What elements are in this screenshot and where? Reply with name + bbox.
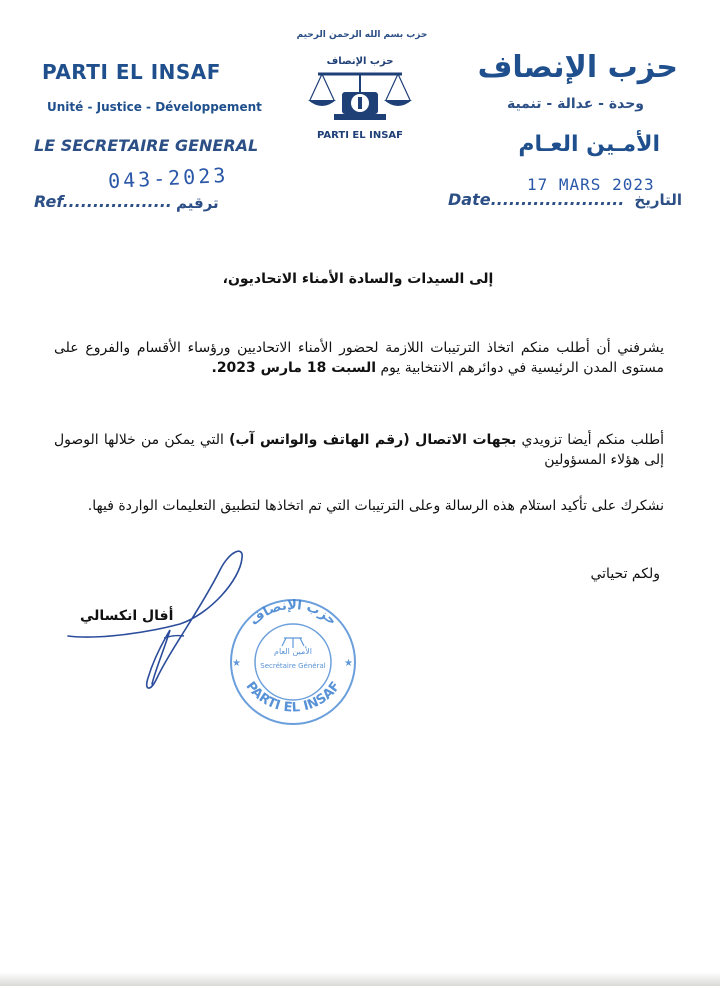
- signatory-name: أفال انكسالي: [80, 608, 174, 624]
- stamp-inner-french: Secrétaire Général: [260, 662, 326, 670]
- page-bottom-edge: [0, 972, 720, 986]
- official-stamp: [218, 596, 368, 726]
- svg-text:PARTI EL INSAF: [243, 679, 344, 715]
- paragraph-2: [54, 430, 664, 470]
- date-value: 17 MARS 2023: [527, 175, 655, 194]
- secretary-title-fr: LE SECRETAIRE GENERAL: [34, 136, 259, 155]
- reference-label-ar: ترقيم: [176, 194, 219, 212]
- paragraph-1-date: السبت 18 مارس 2023.: [211, 360, 377, 376]
- reference-number: 043-2023: [107, 162, 229, 194]
- logo-arabic-text: حزب الإنصاف: [326, 56, 394, 67]
- svg-text:★: ★: [232, 658, 241, 669]
- paragraph-2-text-a: أطلب منكم أيضا تزويدي: [516, 432, 665, 448]
- paragraph-1: [54, 338, 664, 378]
- closing-line: ولكم تحياتي: [590, 566, 660, 582]
- reference-label: Ref..................: [34, 192, 172, 211]
- svg-text:★: ★: [344, 658, 353, 669]
- paragraph-2-contacts: بجهات الاتصال (رقم الهاتف والواتس آب): [229, 432, 517, 448]
- stamp-outer-arabic: حزب الإنصاف: [246, 597, 340, 629]
- party-motto-ar: وحدة - عدالة - تنمية: [506, 96, 644, 112]
- paragraph-3: نشكرك على تأكيد استلام هذه الرسالة وعلى الترتيبات التي تم اتخاذها لتطبيق التعليمات الواردة فيها.: [87, 498, 664, 514]
- party-name-fr: PARTI EL INSAF: [42, 60, 221, 84]
- paragraph-1-text: يشرفني أن أطلب منكم اتخاذ الترتيبات اللازمة لحضور الأمناء الاتحاديين ورؤساء الأقسام والفروع على مستوى المدن الرئيسية في دوائرهم الانتخابية يوم: [54, 340, 664, 376]
- basmala-header: حزب بسم الله الرحمن الرحيم: [296, 30, 428, 40]
- stamp-outer-french: PARTI EL INSAF: [242, 679, 344, 716]
- paragraph-2-text-c: التي يمكن من خلالها الوصول إلى هؤلاء المسؤولين: [54, 432, 664, 468]
- party-name-ar: حزب الإنصاف: [477, 50, 678, 85]
- date-label-ar: التاريخ: [634, 191, 682, 209]
- letter-greeting: إلى السيدات والسادة الأمناء الاتحاديون،: [222, 271, 494, 287]
- secretary-title-ar: الأمـين العـام: [518, 132, 660, 157]
- date-label: Date......................: [448, 190, 625, 209]
- logo-french-text: PARTI EL INSAF: [317, 130, 403, 141]
- stamp-inner-arabic: الأمين العام: [273, 647, 313, 656]
- party-motto-fr: Unité - Justice - Développement: [47, 100, 262, 114]
